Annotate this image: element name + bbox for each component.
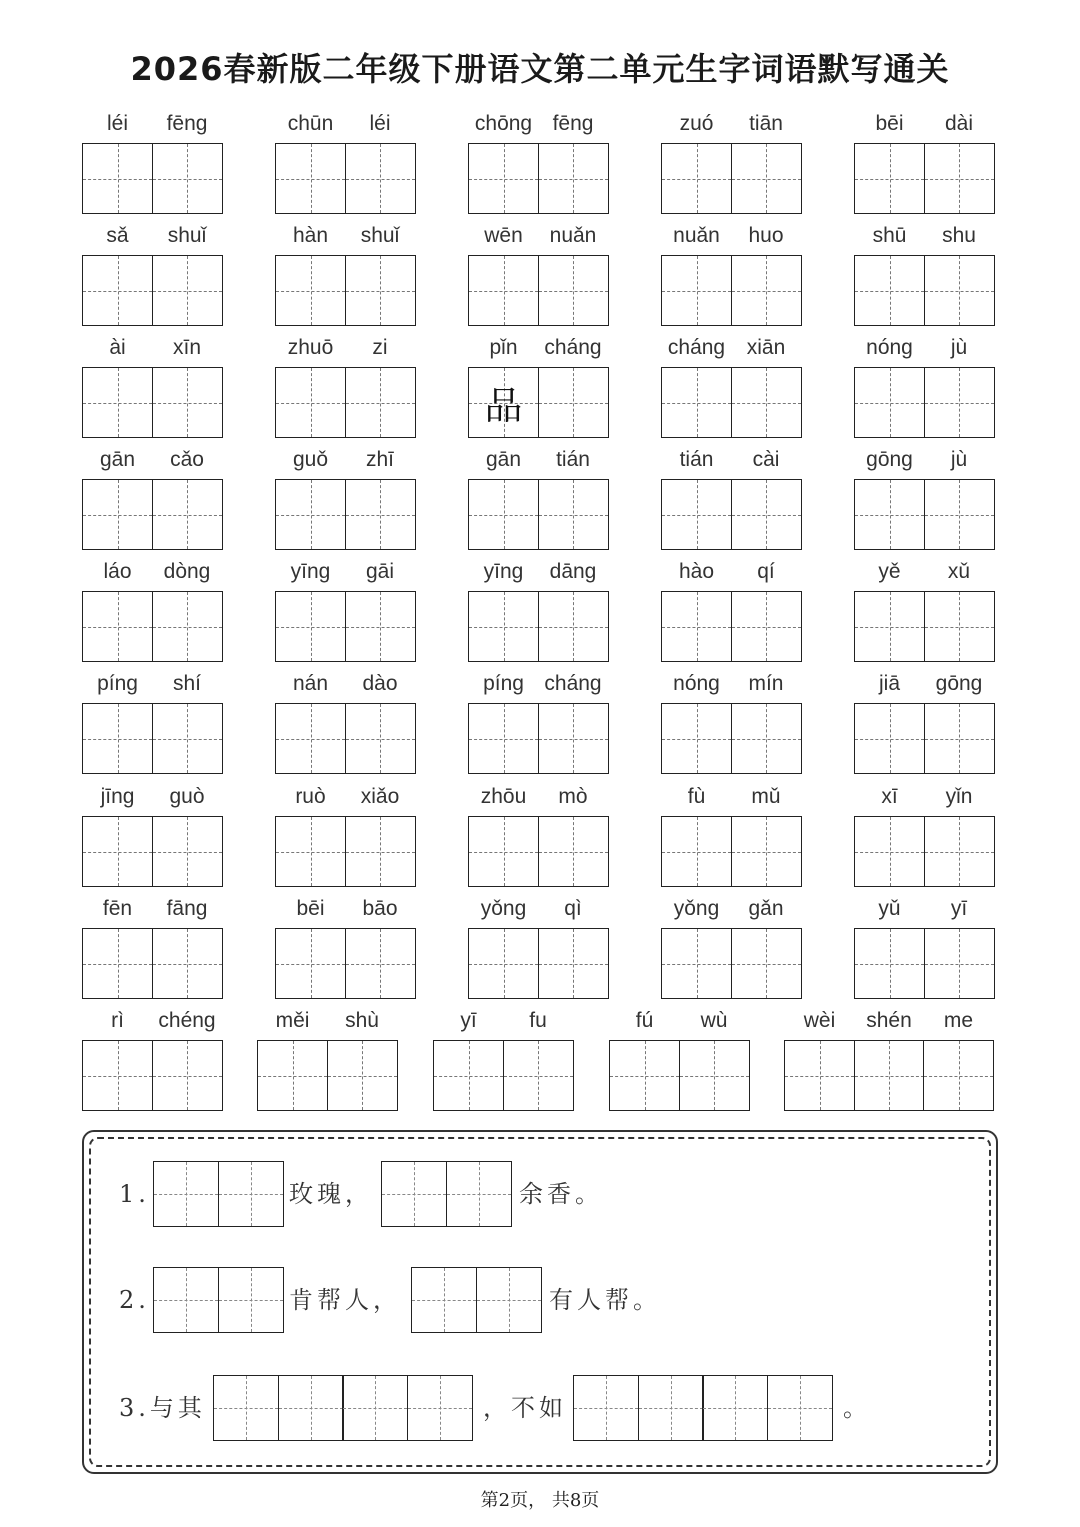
pinyin-label: xǔ: [947, 560, 971, 583]
pinyin-label: zhōu: [480, 785, 527, 808]
tianzige-cell[interactable]: [924, 255, 995, 326]
tianzige-cell[interactable]: [327, 1040, 398, 1111]
answer-cell[interactable]: [476, 1267, 542, 1333]
pinyin-label: shí: [172, 672, 201, 695]
writing-boxes: [854, 255, 993, 326]
writing-boxes: [275, 928, 414, 999]
sentence-3-middle-text: ，不如: [483, 1394, 567, 1422]
pinyin-label: ruò: [295, 785, 326, 808]
pinyin-label: sǎ: [106, 224, 129, 247]
pinyin-label: gān: [485, 448, 522, 471]
pinyin-label: cháng: [544, 672, 602, 695]
pinyin-label: zhuō: [287, 336, 334, 359]
tianzige-cell[interactable]: [538, 143, 609, 214]
pinyin-label: dòng: [163, 560, 211, 583]
pinyin-label: bēi: [875, 112, 904, 135]
pinyin-label: mǔ: [751, 785, 781, 808]
pinyin-label: jù: [950, 448, 968, 471]
tianzige-cell[interactable]: [152, 591, 223, 662]
pinyin-label: dài: [944, 112, 974, 135]
pinyin-label: měi: [275, 1009, 310, 1032]
writing-boxes: [275, 703, 414, 774]
tianzige-cell[interactable]: [82, 143, 153, 214]
writing-boxes: [275, 816, 414, 887]
writing-boxes: [661, 367, 800, 438]
tianzige-cell[interactable]: [731, 367, 802, 438]
answer-cell[interactable]: [573, 1375, 639, 1441]
pinyin-label: wēn: [484, 224, 523, 247]
writing-boxes: [661, 816, 800, 887]
tianzige-cell[interactable]: [275, 703, 346, 774]
pinyin-label: nuǎn: [549, 224, 597, 247]
answer-cell[interactable]: [407, 1375, 473, 1441]
tianzige-cell[interactable]: [152, 143, 223, 214]
tianzige-cell[interactable]: [923, 1040, 994, 1111]
pinyin-label: cài: [752, 448, 780, 471]
tianzige-cell[interactable]: [731, 703, 802, 774]
pinyin-label: me: [943, 1009, 974, 1032]
writing-boxes: [854, 143, 993, 214]
answer-cell[interactable]: [153, 1267, 219, 1333]
pinyin-label: fù: [687, 785, 706, 808]
writing-boxes: [275, 479, 414, 550]
tianzige-cell[interactable]: [152, 367, 223, 438]
pinyin-label: nuǎn: [673, 224, 720, 247]
tianzige-cell[interactable]: [275, 816, 346, 887]
pinyin-label: jiā: [878, 672, 900, 695]
tianzige-cell[interactable]: [82, 1040, 153, 1111]
tianzige-cell[interactable]: [924, 143, 995, 214]
answer-cell[interactable]: [767, 1375, 833, 1441]
tianzige-cell[interactable]: [731, 143, 802, 214]
pinyin-label: mò: [558, 785, 588, 808]
sentence-panel-dashed-border: [89, 1137, 991, 1467]
pinyin-label: fēn: [102, 897, 133, 920]
writing-boxes: [468, 479, 607, 550]
tianzige-cell[interactable]: [275, 143, 346, 214]
writing-boxes: [275, 367, 414, 438]
sentence-1-number: 1.: [119, 1180, 150, 1208]
writing-boxes: [468, 143, 607, 214]
writing-boxes: [82, 479, 221, 550]
pinyin-label: rì: [111, 1009, 124, 1032]
tianzige-cell[interactable]: [538, 816, 609, 887]
pinyin-label: yǒng: [480, 897, 527, 920]
pinyin-label: guǒ: [292, 448, 329, 471]
pinyin-label: gāi: [365, 560, 395, 583]
tianzige-cell[interactable]: [731, 816, 802, 887]
tianzige-cell[interactable]: [468, 479, 539, 550]
pinyin-label: zuó: [679, 112, 714, 135]
tianzige-cell[interactable]: [538, 255, 609, 326]
pinyin-label: píng: [483, 672, 524, 695]
tianzige-cell[interactable]: [854, 367, 925, 438]
writing-boxes: [661, 255, 800, 326]
tianzige-cell[interactable]: [152, 1040, 223, 1111]
tianzige-cell[interactable]: [468, 703, 539, 774]
tianzige-cell[interactable]: [468, 816, 539, 887]
pinyin-label: yǔ: [878, 897, 901, 920]
pinyin-label: wèi: [803, 1009, 836, 1032]
pinyin-label: ài: [109, 336, 126, 359]
tianzige-cell[interactable]: [538, 928, 609, 999]
tianzige-cell[interactable]: [345, 367, 416, 438]
sentence-3-blank-b[interactable]: [573, 1375, 831, 1441]
tianzige-cell[interactable]: [152, 928, 223, 999]
sentence-3-end-text: 。: [843, 1394, 871, 1422]
pinyin-label: tiān: [749, 112, 783, 135]
tianzige-cell[interactable]: [275, 255, 346, 326]
sentence-1-middle-text: 玫瑰，: [289, 1180, 373, 1208]
pinyin-label: fāng: [166, 897, 208, 920]
tianzige-cell[interactable]: [924, 479, 995, 550]
tianzige-cell[interactable]: [468, 928, 539, 999]
pinyin-label: gǎn: [748, 897, 784, 920]
tianzige-cell[interactable]: [275, 928, 346, 999]
pinyin-label: yǐn: [945, 785, 973, 808]
pinyin-label: zhī: [365, 448, 394, 471]
tianzige-cell[interactable]: [854, 143, 925, 214]
pinyin-label: chéng: [158, 1009, 216, 1032]
pinyin-label: tián: [679, 448, 714, 471]
tianzige-cell[interactable]: [924, 367, 995, 438]
pinyin-label: qí: [757, 560, 775, 583]
writing-boxes: [82, 143, 221, 214]
tianzige-cell[interactable]: [82, 591, 153, 662]
pinyin-label: nóng: [866, 336, 913, 359]
writing-boxes: [275, 143, 414, 214]
tianzige-cell[interactable]: [661, 816, 732, 887]
answer-cell[interactable]: [213, 1375, 279, 1441]
pinyin-label: xī: [881, 785, 898, 808]
pinyin-label: cháng: [544, 336, 602, 359]
tianzige-cell[interactable]: [661, 703, 732, 774]
pinyin-label: bēi: [296, 897, 325, 920]
pinyin-label: yīng: [290, 560, 331, 583]
pinyin-label: shuǐ: [360, 224, 400, 247]
tianzige-cell[interactable]: [468, 367, 539, 438]
pinyin-label: fú: [635, 1009, 654, 1032]
tianzige-cell[interactable]: [924, 591, 995, 662]
writing-boxes: [468, 591, 607, 662]
writing-boxes: [854, 816, 993, 887]
pinyin-label: gān: [99, 448, 136, 471]
writing-boxes: [854, 479, 993, 550]
tianzige-cell[interactable]: [661, 479, 732, 550]
tianzige-cell[interactable]: [345, 591, 416, 662]
tianzige-cell[interactable]: [433, 1040, 504, 1111]
sentence-1-end-text: 余香。: [519, 1180, 603, 1208]
writing-boxes: [468, 367, 607, 438]
tianzige-cell[interactable]: [661, 591, 732, 662]
pinyin-label: léi: [369, 112, 391, 135]
sentence-1-blank-b[interactable]: [381, 1161, 510, 1227]
pinyin-label: hào: [678, 560, 715, 583]
sentence-panel: [82, 1130, 998, 1474]
tianzige-cell[interactable]: [82, 703, 153, 774]
tianzige-cell[interactable]: [924, 928, 995, 999]
sentence-3-blank-a[interactable]: [213, 1375, 471, 1441]
answer-cell[interactable]: [638, 1375, 704, 1441]
tianzige-cell[interactable]: [854, 591, 925, 662]
pinyin-label: dāng: [549, 560, 597, 583]
pinyin-label: gōng: [935, 672, 983, 695]
pinyin-label: pǐn: [489, 336, 518, 359]
writing-boxes: [82, 816, 221, 887]
writing-boxes: [661, 703, 800, 774]
writing-boxes: [661, 928, 800, 999]
tianzige-cell[interactable]: [345, 703, 416, 774]
pinyin-label: qì: [564, 897, 582, 920]
pinyin-label: shén: [866, 1009, 912, 1032]
tianzige-cell[interactable]: [731, 591, 802, 662]
tianzige-cell[interactable]: [538, 703, 609, 774]
tianzige-cell[interactable]: [257, 1040, 328, 1111]
pinyin-label: zi: [372, 336, 388, 359]
tianzige-cell[interactable]: [152, 255, 223, 326]
tianzige-cell[interactable]: [661, 928, 732, 999]
tianzige-cell[interactable]: [854, 928, 925, 999]
pinyin-label: guò: [169, 785, 205, 808]
pinyin-label: fu: [529, 1009, 547, 1032]
tianzige-cell[interactable]: [731, 928, 802, 999]
tianzige-cell[interactable]: [661, 367, 732, 438]
tianzige-cell[interactable]: [661, 143, 732, 214]
tianzige-cell[interactable]: [679, 1040, 750, 1111]
tianzige-cell[interactable]: [854, 479, 925, 550]
sentence-2-number: 2.: [119, 1286, 150, 1314]
writing-boxes: [82, 591, 221, 662]
writing-boxes: [854, 591, 993, 662]
pinyin-label: tián: [556, 448, 590, 471]
writing-boxes: [82, 367, 221, 438]
writing-boxes: [609, 1040, 748, 1111]
tianzige-cell[interactable]: [731, 255, 802, 326]
tianzige-cell[interactable]: [661, 255, 732, 326]
pinyin-label: shū: [872, 224, 907, 247]
tianzige-cell[interactable]: [82, 479, 153, 550]
sentence-2-blank-a[interactable]: [153, 1267, 282, 1333]
pinyin-label: cháng: [667, 336, 726, 359]
writing-boxes: [257, 1040, 396, 1111]
writing-boxes: [854, 367, 993, 438]
writing-boxes: [661, 591, 800, 662]
sentence-2-blank-b[interactable]: [411, 1267, 540, 1333]
page-title: 2026春新版二年级下册语文第二单元生字词语默写通关: [130, 50, 950, 88]
writing-boxes: [82, 255, 221, 326]
pinyin-label: xiān: [746, 336, 786, 359]
pinyin-label: mín: [748, 672, 784, 695]
tianzige-cell[interactable]: [538, 479, 609, 550]
pinyin-label: yī: [460, 1009, 477, 1032]
tianzige-cell[interactable]: [345, 255, 416, 326]
pinyin-label: bāo: [362, 897, 398, 920]
tianzige-cell[interactable]: [345, 816, 416, 887]
answer-cell[interactable]: [218, 1267, 284, 1333]
tianzige-cell[interactable]: [854, 816, 925, 887]
tianzige-cell[interactable]: [152, 703, 223, 774]
tianzige-cell[interactable]: [82, 928, 153, 999]
tianzige-cell[interactable]: [924, 816, 995, 887]
pinyin-label: dào: [362, 672, 398, 695]
tianzige-cell[interactable]: [345, 479, 416, 550]
sentence-3-number: 3.与其: [119, 1394, 206, 1422]
writing-boxes: [468, 816, 607, 887]
sentence-2-middle-text: 肯帮人，: [289, 1286, 401, 1314]
writing-boxes: [784, 1040, 993, 1111]
pinyin-label: fēng: [552, 112, 594, 135]
pinyin-label: shù: [345, 1009, 379, 1032]
writing-boxes: [82, 1040, 221, 1111]
tianzige-cell[interactable]: [152, 816, 223, 887]
pinyin-label: gōng: [866, 448, 913, 471]
writing-boxes: [854, 928, 993, 999]
writing-boxes: [661, 143, 800, 214]
sentence-2-end-text: 有人帮。: [549, 1286, 661, 1314]
pinyin-label: chōng: [474, 112, 533, 135]
prefilled-character: 品: [484, 384, 523, 428]
tianzige-cell[interactable]: [784, 1040, 855, 1111]
tianzige-cell[interactable]: [924, 703, 995, 774]
writing-boxes: [82, 928, 221, 999]
answer-cell[interactable]: [153, 1161, 219, 1227]
pinyin-label: yī: [950, 897, 968, 920]
answer-cell[interactable]: [218, 1161, 284, 1227]
tianzige-cell[interactable]: [538, 367, 609, 438]
answer-cell[interactable]: [381, 1161, 447, 1227]
tianzige-cell[interactable]: [82, 367, 153, 438]
tianzige-cell[interactable]: [731, 479, 802, 550]
tianzige-cell[interactable]: [345, 928, 416, 999]
writing-boxes: [433, 1040, 572, 1111]
tianzige-cell[interactable]: [503, 1040, 574, 1111]
pinyin-label: shuǐ: [167, 224, 207, 247]
sentence-1-blank-a[interactable]: [153, 1161, 282, 1227]
pinyin-label: láo: [103, 560, 132, 583]
pinyin-label: shu: [942, 224, 976, 247]
writing-boxes: [468, 255, 607, 326]
pinyin-label: yǒng: [673, 897, 720, 920]
tianzige-cell[interactable]: [468, 255, 539, 326]
page-footer: 第2页， 共8页: [480, 1490, 600, 1511]
pinyin-label: huo: [748, 224, 784, 247]
pinyin-label: fēng: [166, 112, 208, 135]
answer-cell[interactable]: [411, 1267, 477, 1333]
pinyin-label: cǎo: [170, 448, 204, 471]
writing-boxes: [82, 703, 221, 774]
tianzige-cell[interactable]: [468, 591, 539, 662]
tianzige-cell[interactable]: [538, 591, 609, 662]
tianzige-cell[interactable]: [468, 143, 539, 214]
answer-cell[interactable]: [702, 1375, 768, 1441]
writing-boxes: [854, 703, 993, 774]
tianzige-cell[interactable]: [275, 479, 346, 550]
writing-boxes: [468, 703, 607, 774]
pinyin-label: chūn: [287, 112, 334, 135]
tianzige-cell[interactable]: [82, 255, 153, 326]
tianzige-cell[interactable]: [152, 479, 223, 550]
pinyin-label: nóng: [673, 672, 720, 695]
tianzige-cell[interactable]: [854, 1040, 925, 1111]
pinyin-label: xiǎo: [360, 785, 400, 808]
writing-boxes: [468, 928, 607, 999]
writing-boxes: [661, 479, 800, 550]
pinyin-label: wù: [700, 1009, 728, 1032]
tianzige-cell[interactable]: [275, 591, 346, 662]
tianzige-cell[interactable]: [854, 703, 925, 774]
tianzige-cell[interactable]: [345, 143, 416, 214]
tianzige-cell[interactable]: [854, 255, 925, 326]
answer-cell[interactable]: [446, 1161, 512, 1227]
pinyin-label: léi: [106, 112, 128, 135]
pinyin-label: xīn: [172, 336, 201, 359]
answer-cell[interactable]: [278, 1375, 344, 1441]
pinyin-label: yě: [878, 560, 901, 583]
tianzige-cell[interactable]: [82, 816, 153, 887]
pinyin-label: nán: [292, 672, 329, 695]
pinyin-label: yīng: [483, 560, 524, 583]
pinyin-label: píng: [97, 672, 138, 695]
tianzige-cell[interactable]: [275, 367, 346, 438]
writing-boxes: [275, 255, 414, 326]
writing-boxes: [275, 591, 414, 662]
pinyin-label: hàn: [292, 224, 329, 247]
pinyin-label: jīng: [100, 785, 135, 808]
tianzige-cell[interactable]: [609, 1040, 680, 1111]
answer-cell[interactable]: [342, 1375, 408, 1441]
pinyin-label: jù: [950, 336, 968, 359]
